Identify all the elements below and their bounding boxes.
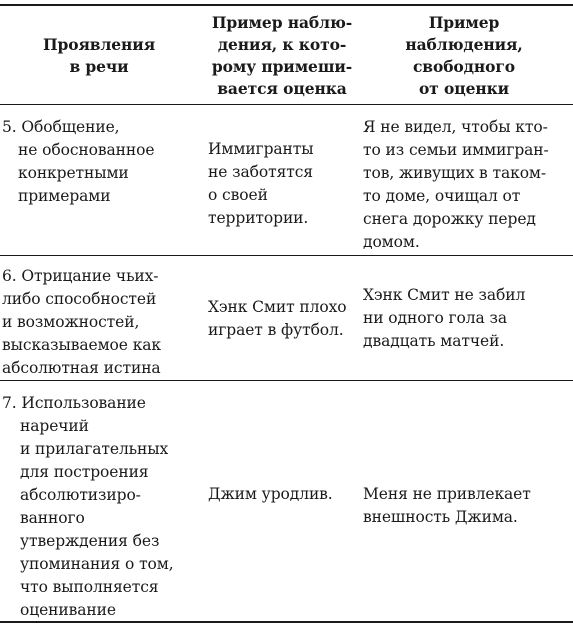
row-5-without-evaluation: Я не видел, чтобы кто- то из семьи иммигран- тов, живущих в таком- то доме, очищал от снега дорожку перед домом. <box>363 118 549 251</box>
row-7-with-evaluation: Джим уродлив. <box>208 485 333 503</box>
row-7-manifestation: 7. Использование наречий и прилагательных для построения абсолютизиро- ванного утверждения без упоминания о том, что выполняется оценивание <box>2 394 174 619</box>
row-divider <box>0 255 573 256</box>
row-6-manifestation: 6. Отрицание чьих- либо способностей и возможностей, высказываемое как абсолютная истина <box>2 267 162 377</box>
row-7-without-evaluation: Меня не привлекает внешность Джима. <box>363 485 531 526</box>
row-5-with-evaluation: Иммигранты не заботятся о своей территории. <box>208 140 314 227</box>
row-5-manifestation: 5. Обобщение, не обоснованное конкретными примерами <box>2 118 155 205</box>
column-header-manifestation: Проявления в речи <box>42 35 156 76</box>
row-divider <box>0 380 573 381</box>
table-top-rule <box>0 4 573 6</box>
row-6-with-evaluation: Хэнк Смит плохо играет в футбол. <box>208 298 347 339</box>
column-header-with-evaluation: Пример наблю- дения, к кото- рому примеши- вается оценка <box>211 13 353 98</box>
column-header-without-evaluation: Пример наблюдения, свободного от оценки <box>405 13 523 98</box>
header-bottom-rule <box>0 104 573 105</box>
row-6-without-evaluation: Хэнк Смит не забил ни одного гола за двадцать матчей. <box>363 286 526 350</box>
